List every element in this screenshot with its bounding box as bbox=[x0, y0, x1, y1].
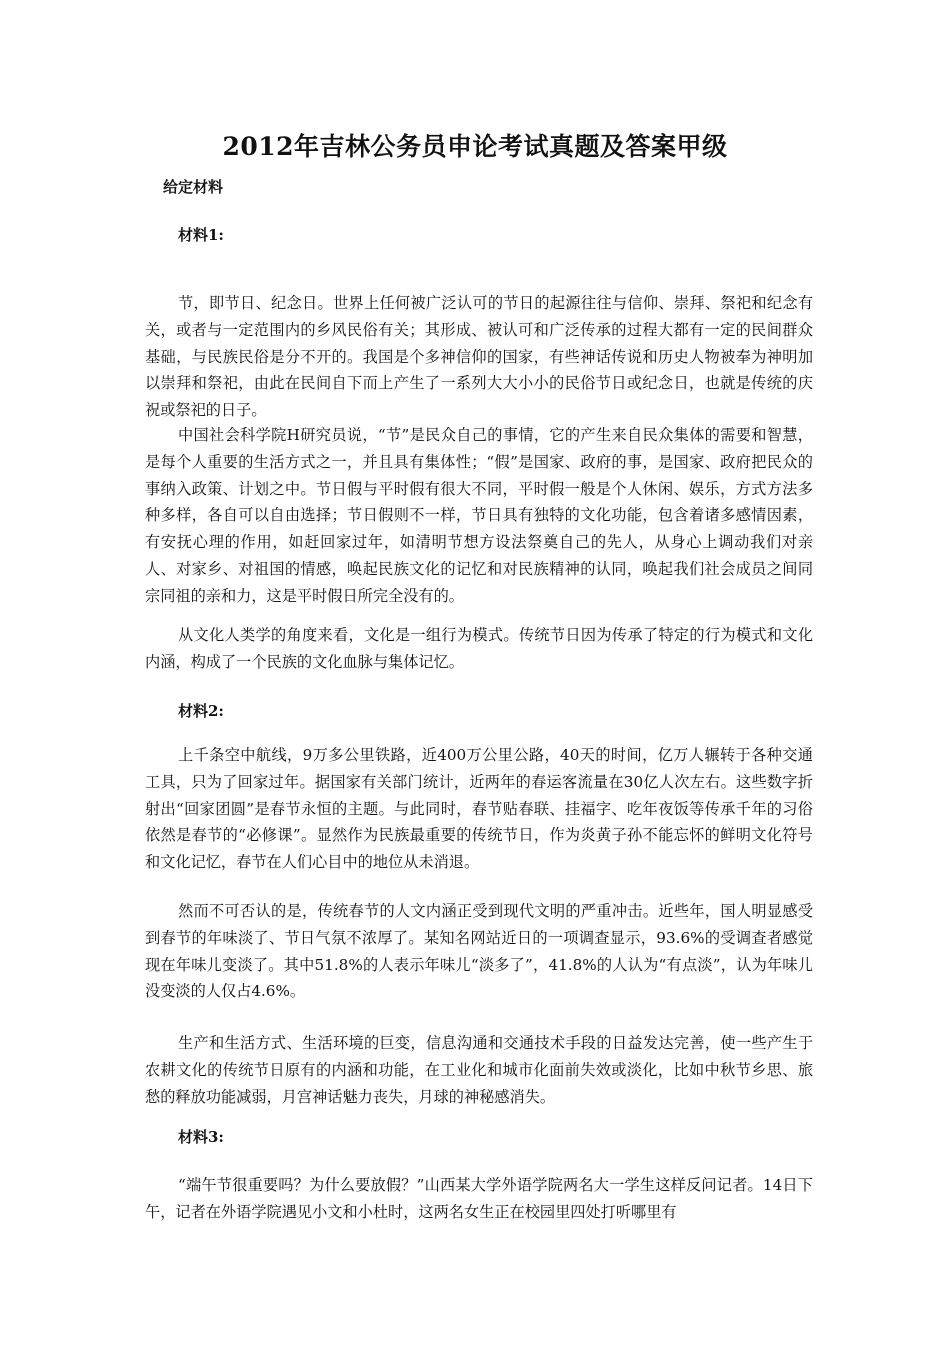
document-title: 2012年吉林公务员申论考试真题及答案甲级 bbox=[222, 132, 728, 161]
material-1-paragraph-1: 节，即节日、纪念日。世界上任何被广泛认可的节日的起源往往与信仰、崇拜、祭祀和纪念有关，或者与一定范围内的乡风民俗有关；其形成、被认可和广泛传承的过程大都有一定的民间群众基础，与民族民俗是分不开的。我国是个多神信仰的国家，有些神话传说和历史人物被奉为神明加以崇拜和祭祀，由此在民间自下而上产生了一系列大大小小的民俗节日或纪念日，也就是传统的庆祝或祭祀的日子。 bbox=[145, 294, 813, 420]
material-2-paragraph-3-block bbox=[145, 1030, 813, 1110]
material-1-paragraph-1-block bbox=[145, 290, 813, 424]
material-3-label-block bbox=[145, 1126, 813, 1148]
section-heading: 给定材料 bbox=[163, 178, 224, 196]
material-1-paragraph-2: 中国社会科学院H研究员说，“节”是民众自己的事情，它的产生来自民众集体的需要和智慧，是每个人重要的生活方式之一，并且具有集体性；“假”是国家、政府的事，是国家、政府把民众的事纳入政策、计划之中。节日假与平时假有很大不同，平时假一般是个人休闲、娱乐，方式方法多种多样，各自可以自由选择；节日假则不一样，节日具有独特的文化功能，包含着诸多感情因素，有安抚心理的作用，如赶回家过年，如清明节想方设法祭奠自己的先人，从身心上调动我们对亲人、对家乡、对祖国的情感，唤起民族文化的记忆和对民族精神的认同，唤起我们社会成员之间同宗同祖的亲和力，这是平时假日所完全没有的。 bbox=[145, 426, 813, 605]
material-2-paragraph-3: 生产和生活方式、生活环境的巨变，信息沟通和交通技术手段的日益发达完善，使一些产生于农耕文化的传统节日原有的内涵和功能，在工业化和城市化面前失效或淡化，比如中秋节乡思、旅愁的释放功能减弱，月宫神话魅力丧失，月球的神秘感消失。 bbox=[145, 1034, 813, 1106]
material-3-paragraph-1-block bbox=[145, 1172, 813, 1226]
material-2-label-block bbox=[145, 700, 813, 722]
material-1-paragraph-3-block bbox=[145, 622, 813, 676]
material-3-paragraph-1: “端午节很重要吗？为什么要放假？”山西某大学外语学院两名大一学生这样反问记者。14日下午，记者在外语学院遇见小文和小杜时，这两名女生正在校园里四处打听哪里有 bbox=[145, 1176, 813, 1221]
material-1-label: 材料1: bbox=[178, 226, 224, 244]
material-2-paragraph-1-block bbox=[145, 742, 813, 876]
material-1-label-block bbox=[145, 224, 813, 246]
material-3-label: 材料3: bbox=[178, 1128, 224, 1146]
material-2-paragraph-2-block bbox=[145, 898, 813, 1005]
material-2-label: 材料2: bbox=[178, 702, 224, 720]
material-2-paragraph-2: 然而不可否认的是，传统春节的人文内涵正受到现代文明的严重冲击。近些年，国人明显感受到春节的年味淡了、节日气氛不浓厚了。某知名网站近日的一项调查显示，93.6%的受调查者感觉现在年味儿变淡了。其中51.8%的人表示年味儿“淡多了”，41.8%的人认为“有点淡”，认为年味儿没变淡的人仅占4.6%。 bbox=[145, 902, 813, 1001]
material-1-paragraph-3: 从文化人类学的角度来看，文化是一组行为模式。传统节日因为传承了特定的行为模式和文化内涵，构成了一个民族的文化血脉与集体记忆。 bbox=[145, 626, 813, 671]
material-1-paragraph-2-block bbox=[145, 422, 813, 610]
material-2-paragraph-1: 上千条空中航线，9万多公里铁路，近400万公里公路，40天的时间，亿万人辗转于各种交通工具，只为了回家过年。据国家有关部门统计，近两年的春运客流量在30亿人次左右。这些数字折射出“回家团圆”是春节永恒的主题。与此同时，春节贴春联、挂福字、吃年夜饭等传承千年的习俗依然是春节的“必修课”。显然作为民族最重要的传统节日，作为炎黄子孙不能忘怀的鲜明文化符号和文化记忆，春节在人们心目中的地位从未消退。 bbox=[145, 746, 813, 872]
